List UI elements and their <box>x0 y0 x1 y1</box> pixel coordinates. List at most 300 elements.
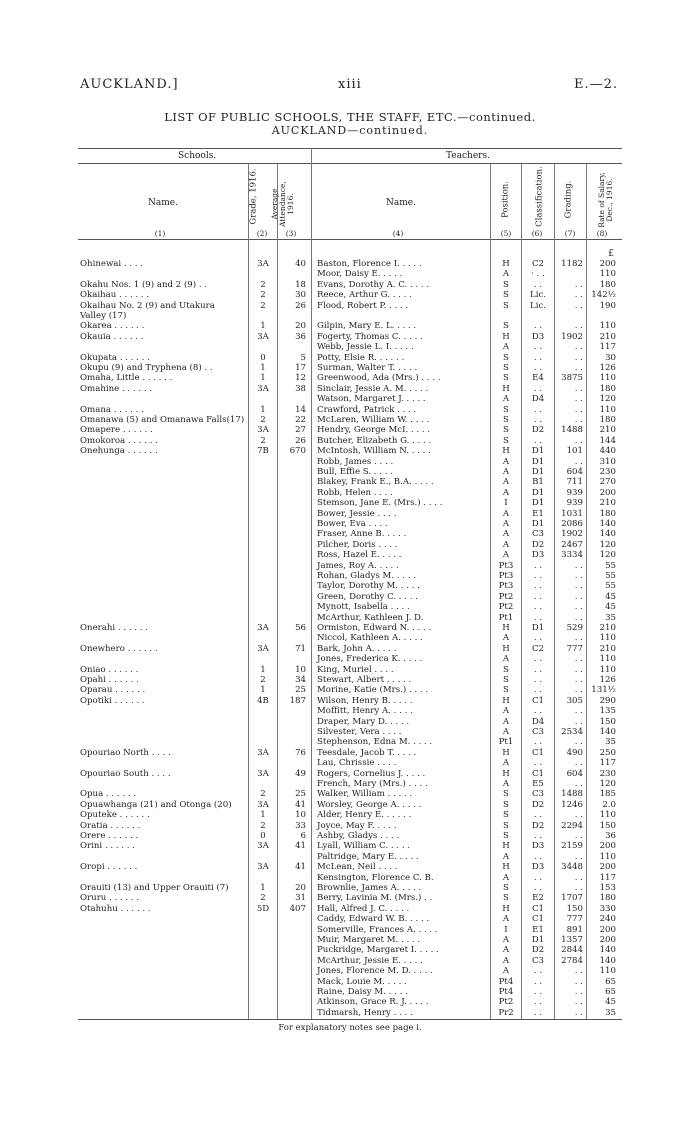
classification-cell: . . <box>533 352 543 363</box>
classification-cell: D1 <box>531 623 545 633</box>
table-row <box>0 477 700 487</box>
classification-cell: C3 <box>531 789 545 800</box>
grading-cell: . . <box>574 383 583 394</box>
table-row <box>0 945 700 955</box>
grading-cell: 2467 <box>561 539 583 550</box>
table-row <box>0 405 700 415</box>
table-row <box>0 332 700 342</box>
position-cell: I <box>504 924 508 935</box>
classification-cell: . . <box>533 571 543 581</box>
classification-cell: . . <box>533 602 543 613</box>
currency-symbol: £ <box>608 249 614 259</box>
classification-cell: C1 <box>531 695 545 706</box>
school-name-cell: Omaha, Little . . . . . . <box>80 373 173 384</box>
teacher-name-cell: Evans, Dorothy A. C. . . . . <box>317 279 430 290</box>
teacher-name-cell: Ashby, Gladys . . . . <box>317 831 400 841</box>
grading-cell: 1357 <box>561 935 583 945</box>
table-row <box>0 498 700 508</box>
salary-cell: 110 <box>599 633 616 644</box>
position-cell: Pt2 <box>498 591 514 602</box>
table-row <box>0 966 700 976</box>
table-row <box>0 311 700 321</box>
col-classification: Classification. <box>534 166 545 227</box>
salary-cell: 142½ <box>591 290 616 301</box>
teacher-name-cell: Kensington, Florence C. B. <box>317 872 434 883</box>
classification-cell: D2 <box>531 425 545 436</box>
school-name-cell: Oratia . . . . . . <box>80 820 141 831</box>
attendance-cell: 25 <box>295 789 306 800</box>
classification-cell: C3 <box>531 529 545 540</box>
position-cell: S <box>503 675 509 685</box>
salary-cell: 110 <box>599 269 616 280</box>
school-name-cell: Oniao . . . . . . <box>80 664 139 675</box>
teacher-name-cell: Taylor, Dorothy M. . . . . <box>317 581 420 592</box>
teacher-name-cell: Caddy, Edward W. B. . . . . <box>317 914 430 925</box>
grading-cell: 939 <box>566 487 583 498</box>
teacher-name-cell: Hall, Alfred J. C. . . . . <box>317 903 410 914</box>
table-row <box>0 571 700 581</box>
salary-cell: 110 <box>599 654 616 665</box>
grading-cell: 3334 <box>561 550 583 561</box>
grade-cell: 2 <box>260 435 266 446</box>
attendance-cell: 41 <box>295 799 306 810</box>
classification-cell: . . <box>533 851 543 862</box>
classification-cell: C3 <box>531 955 545 966</box>
grading-cell: . . <box>574 456 583 467</box>
position-cell: S <box>503 883 509 893</box>
grading-cell: . . <box>574 737 583 748</box>
table-row <box>0 540 700 550</box>
teacher-name-cell: Webb, Jessie L. I. . . . . <box>317 342 414 353</box>
salary-cell: 110 <box>599 664 616 675</box>
position-cell: H <box>502 695 510 706</box>
position-cell: Pt1 <box>498 737 514 748</box>
position-cell: A <box>502 966 510 977</box>
table-row <box>0 748 700 758</box>
grading-cell: 777 <box>566 643 583 654</box>
table-row <box>0 810 700 820</box>
grading-cell: 1902 <box>561 331 583 342</box>
position-cell: Pt3 <box>498 581 514 592</box>
table-row <box>0 363 700 373</box>
attendance-cell: 49 <box>295 768 306 779</box>
position-cell: H <box>502 623 510 633</box>
school-name-cell: Orere . . . . . . <box>80 831 139 841</box>
grading-cell: 1902 <box>561 529 583 540</box>
grade-cell: 1 <box>260 321 266 332</box>
table-row <box>0 384 700 394</box>
salary-cell: 140 <box>599 519 616 529</box>
attendance-cell: 33 <box>295 820 306 831</box>
school-name-cell: Opuawhanga (21) and Otonga (20) <box>80 799 232 810</box>
position-cell: A <box>502 955 510 966</box>
grade-cell: 3A <box>257 425 269 436</box>
salary-cell: 180 <box>599 415 616 425</box>
table-row <box>0 519 700 529</box>
col-position: Position. <box>500 181 511 219</box>
table-row <box>0 290 700 300</box>
col-number-4: (4) <box>392 229 404 238</box>
position-cell: H <box>502 768 510 779</box>
teacher-name-cell: Rogers, Cornelius J. . . . . <box>317 768 426 779</box>
salary-cell: 120 <box>599 394 616 405</box>
classification-cell: . . <box>533 363 543 373</box>
position-cell: S <box>503 404 509 415</box>
salary-cell: 126 <box>599 675 616 685</box>
salary-cell: 65 <box>605 976 616 987</box>
grading-cell: . . <box>574 976 583 987</box>
salary-cell: 140 <box>599 727 616 737</box>
table-row <box>0 779 700 789</box>
salary-cell: 45 <box>605 591 616 602</box>
teacher-name-cell: Bower, Eva . . . . <box>317 519 388 529</box>
grading-cell: . . <box>574 581 583 592</box>
attendance-cell: 56 <box>295 623 306 633</box>
salary-cell: 200 <box>599 487 616 498</box>
salary-cell: 180 <box>599 508 616 519</box>
salary-cell: 120 <box>599 539 616 550</box>
teacher-name-cell: Bower, Jessie . . . . <box>317 508 397 519</box>
teacher-name-cell: Paltridge, Mary E. . . . . <box>317 851 419 862</box>
salary-cell: 110 <box>599 321 616 332</box>
position-cell: A <box>502 269 510 280</box>
grade-cell: 2 <box>260 893 266 904</box>
grade-cell: 2 <box>260 300 266 311</box>
salary-cell: 35 <box>605 737 616 748</box>
salary-cell: 330 <box>599 903 616 914</box>
school-name-cell: Onewhero . . . . . . <box>80 643 158 654</box>
salary-cell: 2.0 <box>602 799 616 810</box>
grading-cell: . . <box>574 591 583 602</box>
teacher-name-cell: Bull, Effie S. . . . . <box>317 467 393 477</box>
position-cell: S <box>503 425 509 436</box>
grading-cell: . . <box>574 831 583 841</box>
school-name-cell: Oputeke . . . . . . <box>80 810 150 821</box>
col-number-2: (2) <box>256 229 268 238</box>
salary-cell: 200 <box>599 924 616 935</box>
classification-cell: . . <box>533 581 543 592</box>
teacher-name-cell: King, Muriel . . . . <box>317 664 394 675</box>
table-row <box>0 977 700 987</box>
table-row <box>0 373 700 383</box>
attendance-cell: 14 <box>295 404 306 415</box>
grading-cell: 2534 <box>561 727 583 737</box>
position-cell: H <box>502 862 510 873</box>
grading-cell: . . <box>574 571 583 581</box>
teacher-name-cell: Walker, William . . . . . <box>317 789 413 800</box>
col-grade: Grade, 1916. <box>248 168 259 225</box>
classification-cell: B1 <box>532 477 544 488</box>
position-cell: A <box>502 550 510 561</box>
grade-cell: 4B <box>257 695 269 706</box>
teacher-name-cell: Niccol, Kathleen A. . . . . <box>317 633 423 644</box>
table-row <box>0 529 700 539</box>
salary-cell: 210 <box>599 643 616 654</box>
teacher-name-cell: James, Roy A. . . . . <box>317 560 399 571</box>
grading-cell: . . <box>574 633 583 644</box>
grading-cell: . . <box>574 300 583 311</box>
position-cell: A <box>502 508 510 519</box>
rule-header-bottom <box>78 239 622 240</box>
classification-cell: D4 <box>531 394 545 405</box>
attendance-cell: 40 <box>295 259 306 269</box>
classification-cell: D1 <box>531 467 545 477</box>
classification-cell: . . <box>533 612 543 623</box>
teacher-name-cell: Potty, Elsie R. . . . . . <box>317 352 405 363</box>
salary-cell: 210 <box>599 498 616 509</box>
grading-cell: 1182 <box>561 259 583 269</box>
grade-cell: 2 <box>260 820 266 831</box>
classification-cell: D2 <box>531 820 545 831</box>
grading-cell: 604 <box>566 768 583 779</box>
position-cell: Pt2 <box>498 602 514 613</box>
grading-cell: . . <box>574 321 583 332</box>
school-name-cell: Omokoroa . . . . . . <box>80 435 158 446</box>
table-row <box>0 602 700 612</box>
position-cell: S <box>503 789 509 800</box>
table-row <box>0 717 700 727</box>
attendance-cell: 6 <box>300 831 306 841</box>
salary-cell: 45 <box>605 997 616 1008</box>
col-number-8: (8) <box>596 229 608 238</box>
teacher-name-cell: Robb, Helen . . . . <box>317 487 393 498</box>
teacher-name-cell: Lau, Chrissie . . . . <box>317 758 397 769</box>
teacher-name-cell: French, Mary (Mrs.) . . . . <box>317 779 428 789</box>
position-cell: A <box>502 716 510 727</box>
teacher-name-cell: Wilson, Henry B. . . . . <box>317 695 413 706</box>
teacher-name-cell: Alder, Henry E. . . . . . <box>317 810 412 821</box>
table-row <box>0 446 700 456</box>
table-row <box>0 1008 700 1018</box>
position-cell: H <box>502 747 510 758</box>
grading-cell: . . <box>574 716 583 727</box>
classification-cell: · . . <box>531 269 545 280</box>
position-cell: Pt3 <box>498 571 514 581</box>
teacher-name-cell: Hendry, George McI. . . . . <box>317 425 431 436</box>
position-cell: A <box>502 779 510 789</box>
teacher-name-cell: Teesdale, Jacob T. . . . . <box>317 747 417 758</box>
grade-cell: 7B <box>257 446 269 457</box>
table-row <box>0 758 700 768</box>
table-title: LIST OF PUBLIC SCHOOLS, THE STAFF, ETC.—continued. <box>164 110 536 124</box>
table-row <box>0 675 700 685</box>
position-cell: Pt1 <box>498 612 514 623</box>
salary-cell: 250 <box>599 747 616 758</box>
position-cell: S <box>503 373 509 384</box>
grading-cell: . . <box>574 872 583 883</box>
school-name-cell: Onehunga . . . . . . <box>80 446 158 457</box>
col-grading: Grading. <box>563 180 574 219</box>
grade-cell: 0 <box>260 352 266 363</box>
table-row <box>0 873 700 883</box>
grading-cell: . . <box>574 352 583 363</box>
district-subtitle: AUCKLAND—continued. <box>271 124 429 137</box>
teacher-name-cell: Fraser, Anne B. . . . . <box>317 529 407 540</box>
grade-cell: 1 <box>260 373 266 384</box>
group-schools: Schools. <box>178 151 217 161</box>
teacher-name-cell: Gilpin, Mary E. L. . . . . <box>317 321 417 332</box>
grading-cell: . . <box>574 1007 583 1018</box>
grading-cell: 1488 <box>561 425 583 436</box>
position-cell: Pt2 <box>498 997 514 1008</box>
table-row <box>0 852 700 862</box>
grading-cell: 2159 <box>561 841 583 852</box>
attendance-cell: 41 <box>295 862 306 873</box>
table-row <box>0 841 700 851</box>
salary-cell: 270 <box>599 477 616 488</box>
grading-cell: . . <box>574 363 583 373</box>
attendance-cell: 12 <box>295 373 306 384</box>
table-row <box>0 696 700 706</box>
classification-cell: . . <box>533 810 543 821</box>
school-name-cell: Opotiki . . . . . . <box>80 695 145 706</box>
school-name-cell: Ohinewai . . . . <box>80 259 144 269</box>
grading-cell: . . <box>574 779 583 789</box>
teacher-name-cell: Brownlie, James A. . . . . <box>317 883 422 893</box>
classification-cell: . . <box>533 342 543 353</box>
salary-cell: 180 <box>599 893 616 904</box>
attendance-cell: 670 <box>289 446 306 457</box>
classification-cell: . . <box>533 435 543 446</box>
classification-cell: C1 <box>531 747 545 758</box>
table-row <box>0 301 700 311</box>
table-row <box>0 925 700 935</box>
attendance-cell: 34 <box>295 675 306 685</box>
position-cell: A <box>502 477 510 488</box>
grading-cell: 604 <box>566 467 583 477</box>
grade-cell: 2 <box>260 789 266 800</box>
table-row <box>0 259 700 269</box>
col-attendance: Average Attendance, 1916. <box>270 181 295 227</box>
position-cell: Pt3 <box>498 560 514 571</box>
table-row <box>0 467 700 477</box>
position-cell: S <box>503 279 509 290</box>
position-cell: A <box>502 456 510 467</box>
teacher-name-cell: McArthur, Kathleen J. D. <box>317 612 424 623</box>
teacher-name-cell: Worsley, George A. . . . . <box>317 799 422 810</box>
position-cell: H <box>502 643 510 654</box>
table-row <box>0 821 700 831</box>
classification-cell: . . <box>533 415 543 425</box>
teacher-name-cell: Bark, John A. . . . . <box>317 643 397 654</box>
teacher-name-cell: Atkinson, Grace R. J. . . . . <box>317 997 429 1008</box>
table-row <box>0 935 700 945</box>
teacher-name-cell: Moffitt, Henry A. . . . . <box>317 706 413 717</box>
teacher-name-cell: Watson, Margaret J. . . . . <box>317 394 426 405</box>
grade-cell: 2 <box>260 290 266 301</box>
teacher-name-cell: Jones, Frederica K. . . . . <box>317 654 423 665</box>
salary-cell: 144 <box>599 435 616 446</box>
footnote: For explanatory notes see page i. <box>278 1023 422 1033</box>
grade-cell: 3A <box>257 331 269 342</box>
salary-cell: 230 <box>599 467 616 477</box>
table-row <box>0 987 700 997</box>
attendance-cell: 71 <box>295 643 306 654</box>
table-row <box>0 269 700 279</box>
grade-cell: 3A <box>257 643 269 654</box>
grading-cell: 1246 <box>561 799 583 810</box>
salary-cell: 200 <box>599 862 616 873</box>
grading-cell: 711 <box>566 477 583 488</box>
grade-cell: 1 <box>260 363 266 373</box>
classification-cell: D1 <box>531 519 545 529</box>
col-number-1: (1) <box>154 229 166 238</box>
salary-cell: 35 <box>605 1007 616 1018</box>
table-row <box>0 436 700 446</box>
table-row <box>0 665 700 675</box>
position-cell: S <box>503 300 509 311</box>
position-cell: A <box>502 706 510 717</box>
teacher-name-cell: McIntosh, William N. . . . . <box>317 446 431 457</box>
grading-cell: 939 <box>566 498 583 509</box>
classification-cell: D3 <box>531 862 545 873</box>
table-row <box>0 592 700 602</box>
classification-cell: . . <box>533 883 543 893</box>
attendance-cell: 20 <box>295 321 306 332</box>
classification-cell: C1 <box>531 914 545 925</box>
classification-cell: . . <box>533 706 543 717</box>
grading-cell: . . <box>574 404 583 415</box>
position-cell: A <box>502 914 510 925</box>
salary-cell: 135 <box>599 706 616 717</box>
table-row <box>0 685 700 695</box>
position-cell: S <box>503 415 509 425</box>
classification-cell: Lic. <box>530 290 546 301</box>
table-row <box>0 623 700 633</box>
school-name-cell: Valley (17) <box>80 311 127 321</box>
teacher-name-cell: Ross, Hazel E. . . . . <box>317 550 402 561</box>
classification-cell: D2 <box>531 799 545 810</box>
grading-cell: 1488 <box>561 789 583 800</box>
grade-cell: 3A <box>257 768 269 779</box>
school-name-cell: Oropi . . . . . . <box>80 862 138 873</box>
classification-cell: D1 <box>531 935 545 945</box>
teacher-name-cell: Green, Dorothy C. . . . . <box>317 591 418 602</box>
school-name-cell: Opouriao North . . . . <box>80 747 171 758</box>
teacher-name-cell: McLean, Neil . . . . <box>317 862 398 873</box>
position-cell: S <box>503 810 509 821</box>
grading-cell: . . <box>574 612 583 623</box>
classification-cell: D3 <box>531 841 545 852</box>
group-teachers: Teachers. <box>446 151 490 161</box>
table-row <box>0 613 700 623</box>
teacher-name-cell: Somerville, Frances A. . . . . <box>317 924 438 935</box>
page-number: xiii <box>338 77 362 92</box>
salary-cell: 440 <box>599 446 616 457</box>
school-name-cell: Okarea . . . . . . <box>80 321 145 332</box>
salary-cell: 117 <box>599 342 616 353</box>
table-row <box>0 581 700 591</box>
attendance-cell: 30 <box>295 290 306 301</box>
grading-cell: 490 <box>566 747 583 758</box>
table-row <box>0 509 700 519</box>
school-name-cell: Omana . . . . . . <box>80 404 144 415</box>
school-name-cell: Opahi . . . . . . <box>80 675 139 685</box>
grading-cell: . . <box>574 415 583 425</box>
position-cell: H <box>502 446 510 457</box>
grading-cell: . . <box>574 997 583 1008</box>
classification-cell: . . <box>533 591 543 602</box>
grade-cell: 2 <box>260 279 266 290</box>
teacher-name-cell: Tidmarsh, Henry . . . . <box>317 1007 413 1018</box>
grading-cell: . . <box>574 279 583 290</box>
position-cell: S <box>503 321 509 332</box>
position-cell: Pt4 <box>498 987 514 997</box>
table-row <box>0 883 700 893</box>
salary-cell: 110 <box>599 851 616 862</box>
attendance-cell: 31 <box>295 893 306 904</box>
position-cell: S <box>503 664 509 675</box>
